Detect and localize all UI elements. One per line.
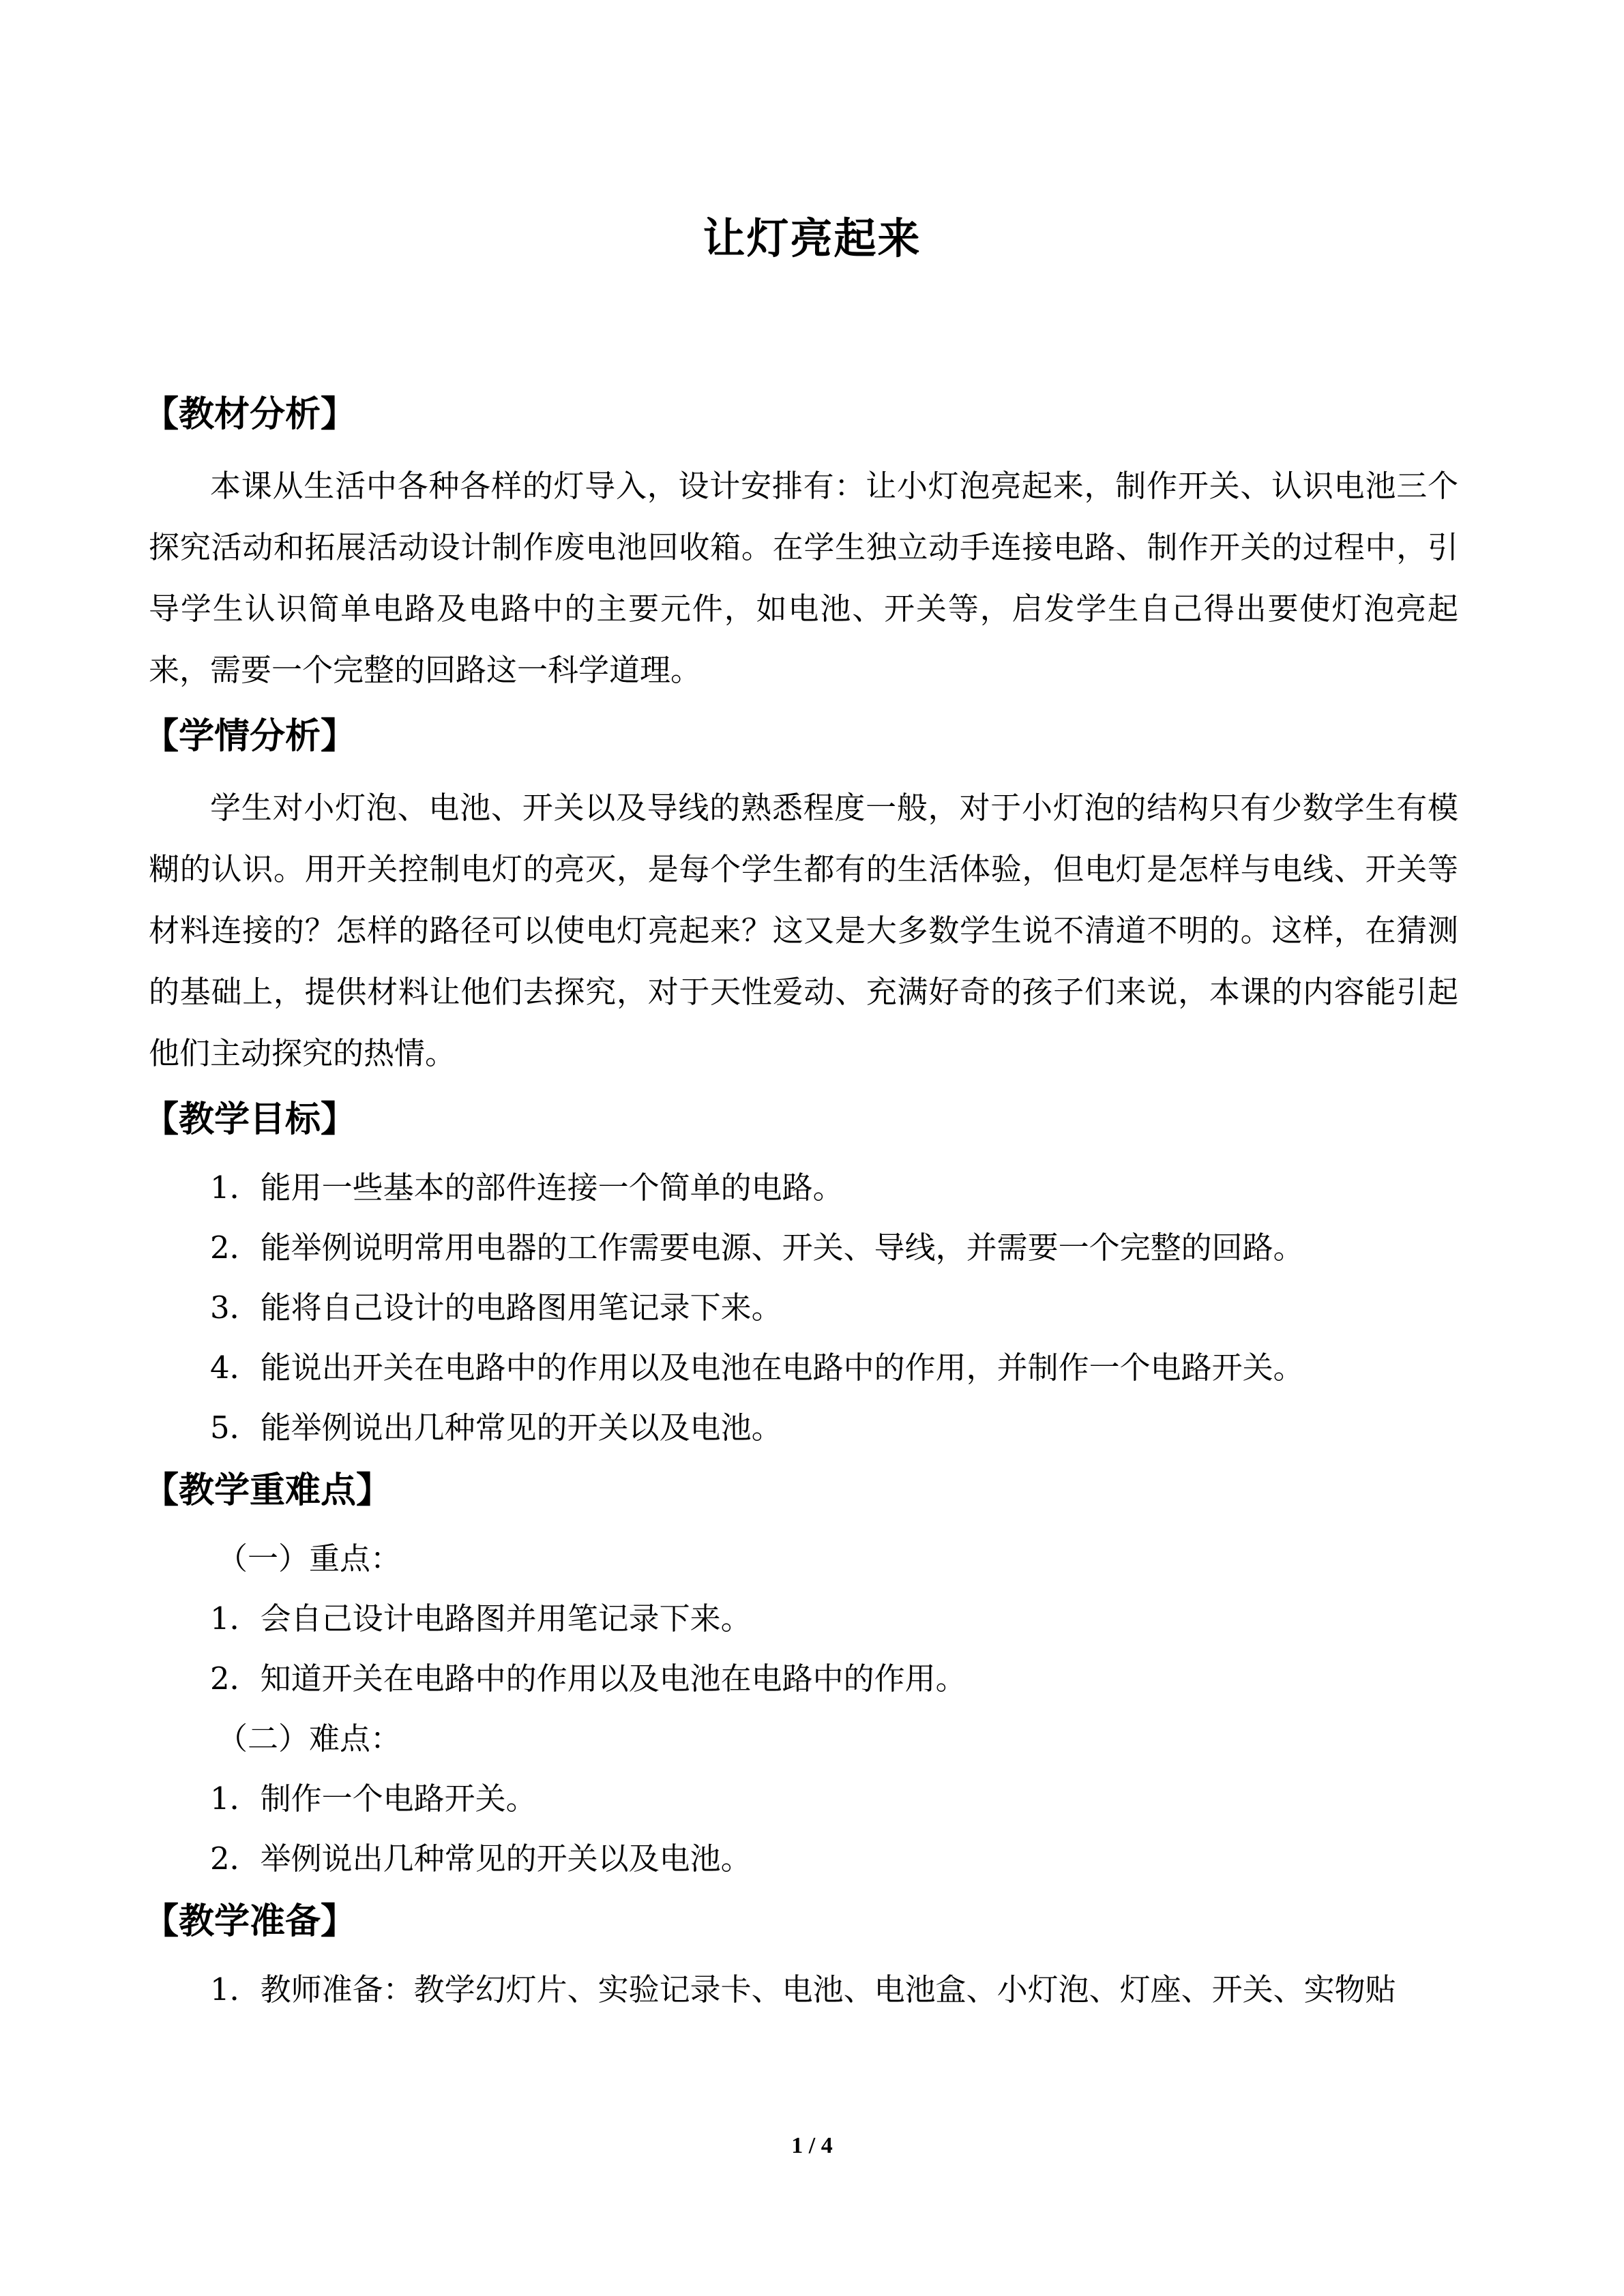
section-heading-key-points: 【教学重难点】: [143, 1470, 392, 1511]
focus-label: （一）重点：: [217, 1540, 402, 1577]
textbook-analysis-paragraph: 本课从生活中各种各样的灯导入，设计安排有：让小灯泡亮起来，制作开关、认识电池三个探究活动和拓展活动设计制作废电池回收箱。在学生独立动手连接电路、制作开关的过程中，引导学生认识简单电路及电路中的主要元件，如电池、开关等，启发学生自己得出要使灯泡亮起来，需要一个完整的回路这一科学道理。: [149, 468, 1458, 688]
preparation-item: 1．教师准备：教学幻灯片、实验记录卡、电池、电池盒、小灯泡、灯座、开关、实物贴: [210, 1971, 1396, 2008]
section-heading-student-analysis: 【学情分析】: [143, 716, 357, 757]
goal-item: 5．能举例说出几种常见的开关以及电池。: [210, 1410, 782, 1446]
difficulty-item: 1．制作一个电路开关。: [210, 1780, 537, 1817]
student-analysis-paragraph: 学生对小灯泡、电池、开关以及导线的熟悉程度一般，对于小灯泡的结构只有少数学生有模糊的认识。用开关控制电灯的亮灭，是每个学生都有的生活体验，但电灯是怎样与电线、开关等材料连接的？怎样的路径可以使电灯亮起来？这又是大多数学生说不清道不明的。这样，在猜测的基础上，提供材料让他们去探究，对于天性爱动、充满好奇的孩子们来说，本课的内容能引起他们主动探究的热情。: [149, 790, 1458, 1071]
difficulty-label: （二）难点：: [217, 1720, 402, 1757]
section-heading-textbook-analysis: 【教材分析】: [143, 394, 357, 435]
goal-item: 3．能将自己设计的电路图用笔记录下来。: [210, 1289, 782, 1326]
goal-item: 2．能举例说明常用电器的工作需要电源、开关、导线，并需要一个完整的回路。: [210, 1229, 1304, 1266]
goal-item: 1．能用一些基本的部件连接一个简单的电路。: [210, 1169, 844, 1206]
page-number: 1 / 4: [791, 2133, 833, 2158]
goal-item: 4．能说出开关在电路中的作用以及电池在电路中的作用，并制作一个电路开关。: [210, 1350, 1304, 1386]
difficulty-item: 2．举例说出几种常见的开关以及电池。: [210, 1840, 752, 1877]
focus-item: 1．会自己设计电路图并用笔记录下来。: [210, 1600, 752, 1637]
focus-item: 2．知道开关在电路中的作用以及电池在电路中的作用。: [210, 1660, 966, 1697]
section-heading-teaching-goals: 【教学目标】: [143, 1099, 357, 1140]
document-body: [143, 382, 1458, 2020]
section-heading-preparation: 【教学准备】: [143, 1901, 357, 1942]
page-title: 让灯亮起来: [703, 213, 921, 263]
